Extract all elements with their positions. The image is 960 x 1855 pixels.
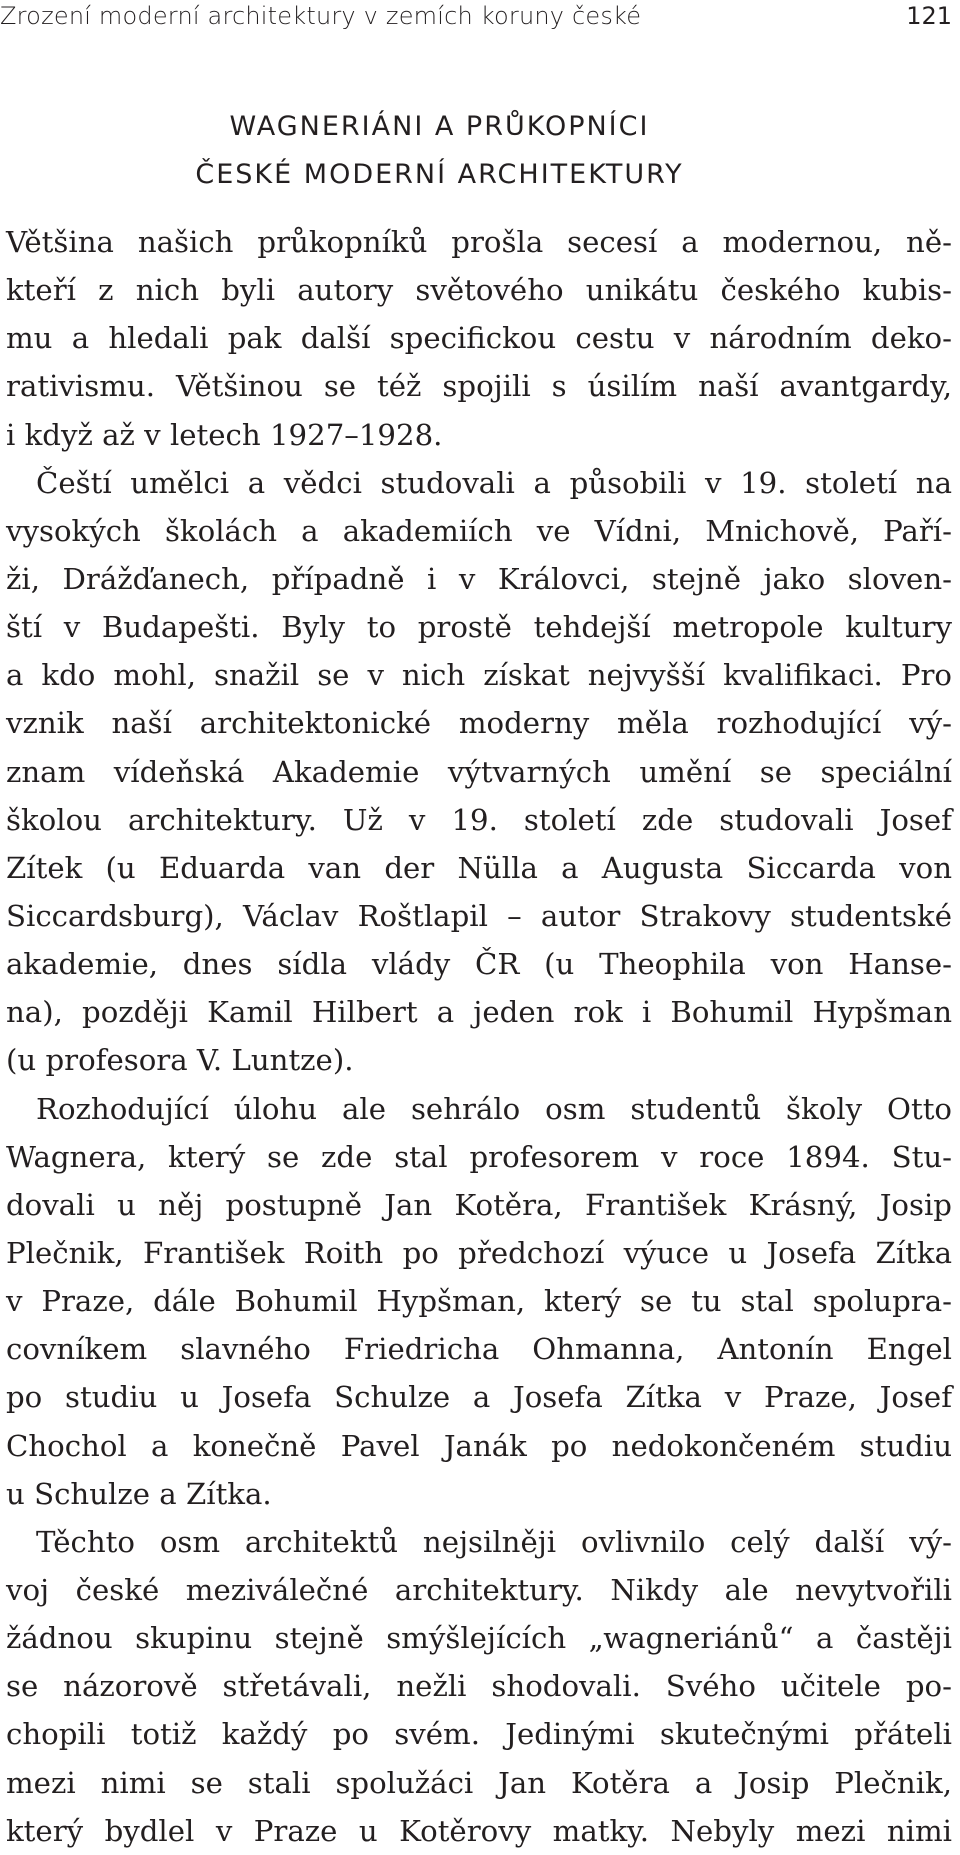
text-line: kteří z nich byli autory světového unikátu českého kubis- <box>6 273 952 308</box>
text-line: chopili totiž každý po svém. Jedinými skutečnými přáteli <box>6 1717 952 1752</box>
text-line: mu a hledali pak další specifickou cestu v národním deko- <box>6 321 952 356</box>
text-line: voj české meziválečné architektury. Nikdy ale nevytvořili <box>6 1572 952 1607</box>
text-line: Rozhodující úlohu ale sehrálo osm studentů školy Otto <box>36 1091 952 1126</box>
text-line: i když až v letech 1927–1928. <box>6 417 443 452</box>
text-line: Wagnera, který se zde stal profesorem v roce 1894. Stu- <box>6 1139 952 1174</box>
text-line: Většina našich průkopníků prošla secesí a modernou, ně- <box>6 225 952 259</box>
text-line: akademie, dnes sídla vlády ČR (u Theophila von Hanse- <box>6 947 952 982</box>
text-line: se názorově střetávali, nežli shodovali. Svého učitele po- <box>6 1669 952 1704</box>
text-line: Plečnik, František Roith po předchozí výuce u Josefa Zítka <box>6 1235 952 1270</box>
page-number: 121 <box>906 2 952 30</box>
text-line: Chochol a konečně Pavel Janák po nedokončeném studiu <box>6 1428 952 1463</box>
chapter-heading-line-2: ČESKÉ MODERNÍ ARCHITEKTURY <box>195 159 684 190</box>
text-line: Zítek (u Eduarda van der Nülla a Augusta Siccarda von <box>6 850 952 885</box>
text-line: ští v Budapešti. Byly to prostě tehdejší metropole kultury <box>6 610 952 645</box>
text-line: znam vídeňská Akademie výtvarných umění se speciální <box>6 754 952 789</box>
body-text <box>6 218 952 1855</box>
text-line: mezi nimi se stali spolužáci Jan Kotěra a Josip Plečnik, <box>6 1765 952 1800</box>
text-line: na), později Kamil Hilbert a jeden rok i Bohumil Hypšman <box>6 995 952 1030</box>
text-line: Čeští umělci a vědci studovali a působili v 19. století na <box>36 465 952 500</box>
text-line: který bydlel v Praze u Kotěrovy matky. Nebyly mezi nimi <box>6 1813 952 1848</box>
text-line: Těchto osm architektů nejsilněji ovlivnilo celý další vý- <box>36 1524 952 1559</box>
text-line: vysokých školách a akademiích ve Vídni, Mnichově, Paří- <box>6 513 952 548</box>
running-head: Zrození moderní architektury v zemích koruny české <box>0 2 642 30</box>
text-line: (u profesora V. Luntze). <box>6 1043 354 1078</box>
text-line: školou architektury. Už v 19. století zde studovali Josef <box>6 802 952 837</box>
text-line: v Praze, dále Bohumil Hypšman, který se tu stal spolupra- <box>6 1284 952 1319</box>
text-line: vznik naší architektonické moderny měla rozhodující vý- <box>6 706 952 741</box>
text-line: žádnou skupinu stejně smýšlejících „wagneriánů“ a častěji <box>6 1621 952 1656</box>
text-line: covníkem slavného Friedricha Ohmanna, Antonín Engel <box>6 1332 952 1367</box>
text-line: dovali u něj postupně Jan Kotěra, František Krásný, Josip <box>6 1187 952 1222</box>
text-line: rativismu. Většinou se též spojili s úsilím naší avantgardy, <box>6 369 952 404</box>
text-line: u Schulze a Zítka. <box>6 1476 272 1511</box>
text-line: a kdo mohl, snažil se v nich získat nejvyšší kvalifikaci. Pro <box>6 658 952 693</box>
chapter-heading-line-1: WAGNERIÁNI A PRŮKOPNÍCI <box>229 111 650 142</box>
text-line: po studiu u Josefa Schulze a Josefa Zítka v Praze, Josef <box>6 1380 952 1415</box>
text-line: Siccardsburg), Václav Roštlapil – autor Strakovy studentské <box>6 898 952 933</box>
chapter-heading <box>0 103 879 199</box>
text-line: ži, Drážďanech, případně i v Královci, stejně jako sloven- <box>6 561 952 596</box>
